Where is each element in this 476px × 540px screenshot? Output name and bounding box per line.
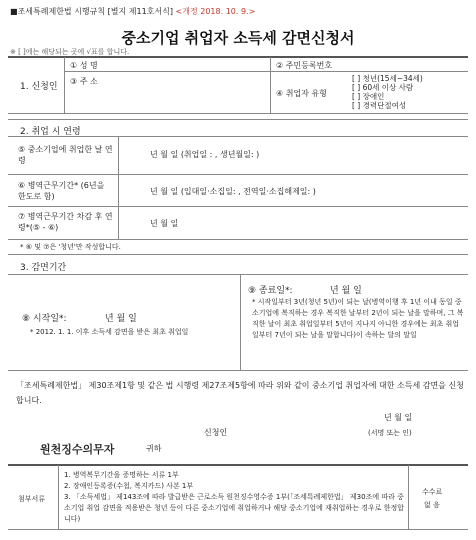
start-date-note: * 2012. 1. 1. 이후 소득세 감면을 받은 최초 취업일 <box>30 328 189 336</box>
instruction-note: ※ [ ]에는 해당되는 곳에 √표를 합니다. <box>10 48 130 56</box>
form-title: 중소기업 취업자 소득세 감면신청서 <box>121 29 355 47</box>
age-at-employment-label: ⑤ 중소기업에 취업한 날 연령 <box>18 145 113 165</box>
option-youth[interactable]: [ ] 청년(15세~34세) <box>352 74 423 83</box>
divider <box>8 56 468 58</box>
declaration-text: 「조세특례제한법」 제30조제1항 및 같은 법 시행령 제27조제5항에 따라 위와 같이 중소기업 취업자에 대한 소득세 감면을 신청합니다. <box>16 381 464 405</box>
recipient-name: 원천징수의무자 <box>40 443 115 456</box>
divider <box>408 465 409 529</box>
divider <box>8 174 468 175</box>
regulation-reference: 조세특례제한법 시행규칙 [별지 제11호서식] <box>17 7 173 16</box>
rrn-label[interactable]: ② 주민등록번호 <box>276 61 333 70</box>
end-date-value[interactable]: 년 월 일 <box>330 286 362 296</box>
divider <box>240 274 241 370</box>
divider <box>8 113 468 114</box>
military-period-label: ⑥ 병역근무기간* (6년을 한도로 함) <box>18 181 105 201</box>
divider <box>8 464 468 466</box>
start-date-value[interactable]: 년 월 일 <box>105 314 137 324</box>
section-applicant-label: 1. 신청인 <box>20 82 58 92</box>
worker-type-options[interactable] <box>352 74 423 110</box>
adjusted-age-value[interactable]: 년 월 일 <box>150 219 179 228</box>
form-header <box>10 6 255 17</box>
name-label[interactable]: ① 성 명 <box>70 61 98 70</box>
divider <box>8 254 468 255</box>
divider <box>58 465 59 529</box>
fee-label: 수수료 <box>422 488 443 496</box>
divider <box>8 529 468 530</box>
attachment-item: 3. 「소득세법」 제143조에 따라 발급받은 근로소득 원천징수영수증 1부(「조세특례제한법」 제30조에 따라 중소기업 취업 감면을 적용받은 청년 등이 다른 중소기업에 취업하거나 해당 중소기업에 재취업하는 경우로 한정합니다) <box>64 493 404 523</box>
adjusted-age-label: ⑦ 병역근무기간 차감 후 연령*(⑤ - ⑥) <box>18 212 113 232</box>
divider <box>270 71 271 113</box>
divider <box>64 57 65 113</box>
revision-date: <개정 2018. 10. 9.> <box>175 7 256 16</box>
signature-field[interactable]: (서명 또는 인) <box>368 429 412 437</box>
divider <box>8 119 468 120</box>
option-career-break-woman[interactable]: [ ] 경력단절여성 <box>352 101 407 110</box>
divider <box>8 370 468 371</box>
section-period-label: 3. 감면기간 <box>20 263 67 273</box>
address-label[interactable]: ③ 주 소 <box>70 77 98 86</box>
applicant-sign-label: 신청인 <box>204 428 228 437</box>
divider <box>118 136 119 239</box>
attachments-label: 첨부서류 <box>18 495 46 503</box>
attachment-item: 1. 병역복무기간을 증명하는 서류 1부 <box>64 471 179 479</box>
section-age-label: 2. 취업 시 연령 <box>20 127 81 137</box>
military-period-value[interactable]: 년 월 일 (입대일·소집일: , 전역일·소집해제일: ) <box>150 187 316 196</box>
divider <box>270 57 271 71</box>
option-senior[interactable]: [ ] 60세 이상 사람 <box>352 83 414 92</box>
start-date-label: ⑧ 시작일*: <box>22 314 67 324</box>
attachment-item: 2. 장애인등록증(수첩, 복지카드) 사본 1부 <box>64 482 194 490</box>
age-at-employment-value[interactable]: 년 월 일 (취업일 : , 생년월일: ) <box>150 150 260 159</box>
end-date-label: ⑨ 종료일*: <box>248 286 293 296</box>
divider <box>8 274 468 275</box>
header-marker: ■ <box>10 7 18 16</box>
divider <box>8 206 468 207</box>
divider <box>8 136 468 137</box>
youth-footnote: * ⑥ 및 ⑦은 '청년'만 작성합니다. <box>20 243 121 251</box>
attachments-list <box>64 470 404 525</box>
divider <box>64 71 468 72</box>
end-date-note: * 시작일부터 3년(청년 5년)이 되는 날(병역이행 후 1년 이내 동일 중소기업에 복직하는 경우 복직한 날부터 2년이 되는 날을 말하며, 그 복직한 날이 최초 취업일부터 5년이 지나지 아니한 경우에는 최초 취업일부터 7년이 되는 날을 말합니다)이 속하는 달의 말일 <box>252 298 464 339</box>
worker-type-label: ④ 취업자 유형 <box>276 89 327 98</box>
recipient-suffix: 귀하 <box>146 444 162 453</box>
fee-value: 없 음 <box>424 501 440 509</box>
divider <box>8 239 468 240</box>
option-disabled[interactable]: [ ] 장애인 <box>352 92 385 101</box>
declaration-date[interactable]: 년 월 일 <box>384 413 413 422</box>
